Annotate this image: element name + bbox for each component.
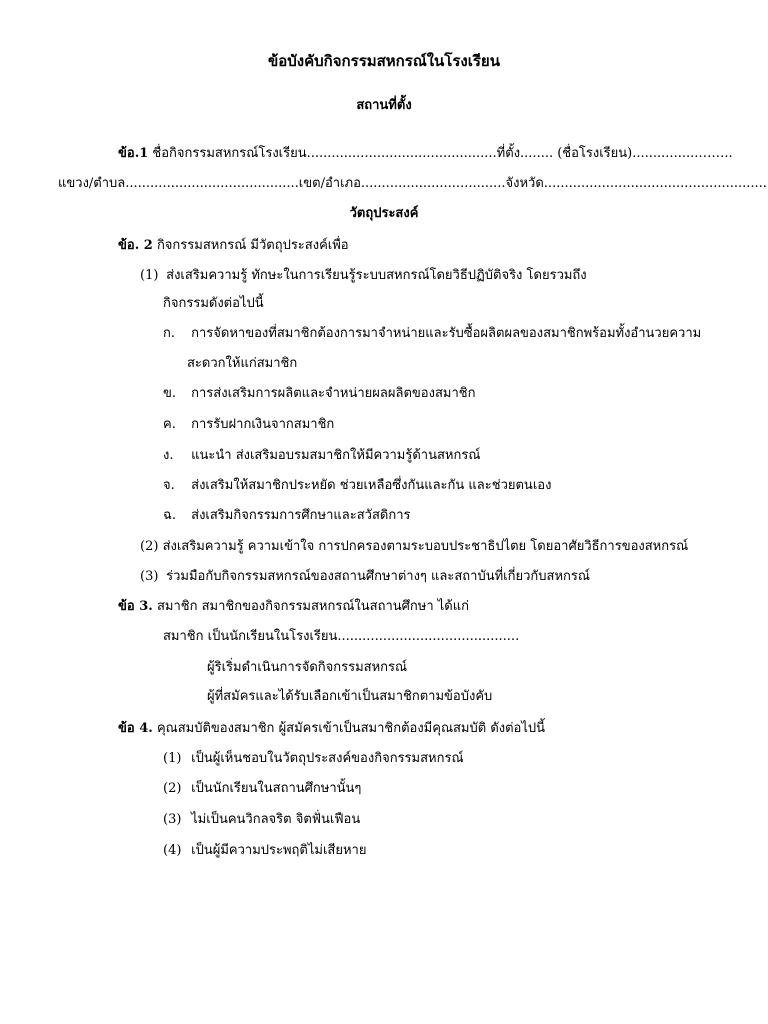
list-item-text: การรับฝากเงินจากสมาชิก xyxy=(191,417,335,432)
article-2-label: ข้อ. 2 xyxy=(118,238,153,253)
article-2-text: กิจกรรมสหกรณ์ มีวัตถุประสงค์เพื่อ xyxy=(156,238,349,253)
subitem-kho-khwai xyxy=(163,416,334,434)
subitem-chocho xyxy=(163,507,410,525)
subitem-cho xyxy=(163,477,551,495)
list-marker: ข. xyxy=(163,386,177,401)
list-item-text: ส่งเสริมความรู้ ความเข้าใจ การปกครองตามระบอบประชาธิปไตย โดยอาศัยวิธีการของสหกรณ์ xyxy=(162,539,689,554)
article-2-item-1-continuation: กิจกรรมดังต่อไปนี้ xyxy=(163,296,264,311)
list-item-text: ส่งเสริมความรู้ ทักษะในการเรียนรู้ระบบสหกรณ์โดยวิธีปฏิบัติจริง โดยรวมถึง xyxy=(166,268,587,283)
list-marker: ค. xyxy=(163,417,176,432)
list-marker: (1) xyxy=(163,751,182,766)
list-item-text: ส่งเสริมให้สมาชิกประหยัด ช่วยเหลือซึ่งกันและกัน และช่วยตนเอง xyxy=(191,478,552,493)
list-marker: (2) xyxy=(140,539,159,554)
article-4-item-2 xyxy=(163,780,361,798)
list-marker: (4) xyxy=(163,843,182,858)
list-item-text: ส่งเสริมกิจกรรมการศึกษาและสวัสดิการ xyxy=(191,508,411,523)
list-marker: ฉ. xyxy=(163,508,176,523)
list-item-text: ร่วมมือกับกิจกรรมสหกรณ์ของสถานศึกษาต่างๆ และสถาบันที่เกี่ยวกับสหกรณ์ xyxy=(166,569,590,584)
list-marker: (1) xyxy=(140,268,159,283)
subitem-ngo xyxy=(163,447,480,465)
list-item-text: การส่งเสริมการผลิตและจำหน่ายผลผลิตของสมาชิก xyxy=(191,386,476,401)
article-4 xyxy=(118,720,545,738)
document-title: ข้อบังคับกิจกรรมสหกรณ์ในโรงเรียน xyxy=(268,52,500,70)
list-item-text: เป็นผู้เห็นชอบในวัตถุประสงค์ของกิจกรรมสหกรณ์ xyxy=(191,751,464,766)
list-marker: ก. xyxy=(163,326,176,341)
section-heading-location: สถานที่ตั้ง xyxy=(356,98,412,113)
article-2 xyxy=(118,237,349,255)
list-marker: ง. xyxy=(163,448,174,463)
subitem-ko-continuation: สะดวกให้แก่สมาชิก xyxy=(187,356,298,371)
section-heading-objectives: วัตถุประสงค์ xyxy=(349,206,419,221)
article-1-address-line: แขวง/ตำบล..........................................เขต/อำเภอ...................................จังหวัด...................................................... xyxy=(58,176,767,191)
article-3-line-3: ผู้ริเริ่มดำเนินการจัดกิจกรรมสหกรณ์ xyxy=(207,660,408,675)
article-4-text: คุณสมบัติของสมาชิก ผู้สมัครเข้าเป็นสมาชิกต้องมีคุณสมบัติ ดังต่อไปนี้ xyxy=(156,721,546,736)
article-3-text: สมาชิก สมาชิกของกิจกรรมสหกรณ์ในสถานศึกษา ได้แก่ xyxy=(156,599,470,614)
article-4-item-1 xyxy=(163,750,464,768)
list-marker: จ. xyxy=(163,478,175,493)
article-1-text: ชื่อกิจกรรมสหกรณ์โรงเรียน..............................................ที่ตั้ง........ (ชื่อโรงเรียน)................…….. xyxy=(152,146,733,161)
subitem-ko xyxy=(163,325,701,343)
article-4-label: ข้อ 4. xyxy=(118,721,153,736)
article-2-item-2 xyxy=(140,538,688,556)
article-4-item-3 xyxy=(163,811,360,829)
list-marker: (3) xyxy=(163,812,182,827)
list-marker: (2) xyxy=(163,781,182,796)
article-1 xyxy=(118,145,733,163)
article-2-item-3 xyxy=(140,568,590,586)
list-item-text: เป็นนักเรียนในสถานศึกษานั้นๆ xyxy=(191,781,362,796)
list-item-text: การจัดหาของที่สมาชิกต้องการมาจำหน่ายและรับซื้อผลิตผลของสมาชิกพร้อมทั้งอำนวยความ xyxy=(191,326,702,341)
article-2-item-1 xyxy=(140,267,587,285)
article-3-line-2: สมาชิก เป็นนักเรียนในโรงเรียน............................................ xyxy=(163,629,520,644)
article-3 xyxy=(118,598,469,616)
list-item-text: เป็นผู้มีความประพฤติไม่เสียหาย xyxy=(191,843,367,858)
article-1-label: ข้อ.1 xyxy=(118,146,149,161)
article-3-line-4: ผู้ที่สมัครและได้รับเลือกเข้าเป็นสมาชิกตามข้อบังคับ xyxy=(207,689,493,704)
list-item-text: ไม่เป็นคนวิกลจริต จิตฟั่นเฟือน xyxy=(191,812,361,827)
article-4-item-4 xyxy=(163,842,366,860)
subitem-kho xyxy=(163,385,475,403)
article-3-label: ข้อ 3. xyxy=(118,599,153,614)
list-marker: (3) xyxy=(140,569,159,584)
list-item-text: แนะนำ ส่งเสริมอบรมสมาชิกให้มีความรู้ด้านสหกรณ์ xyxy=(191,448,481,463)
